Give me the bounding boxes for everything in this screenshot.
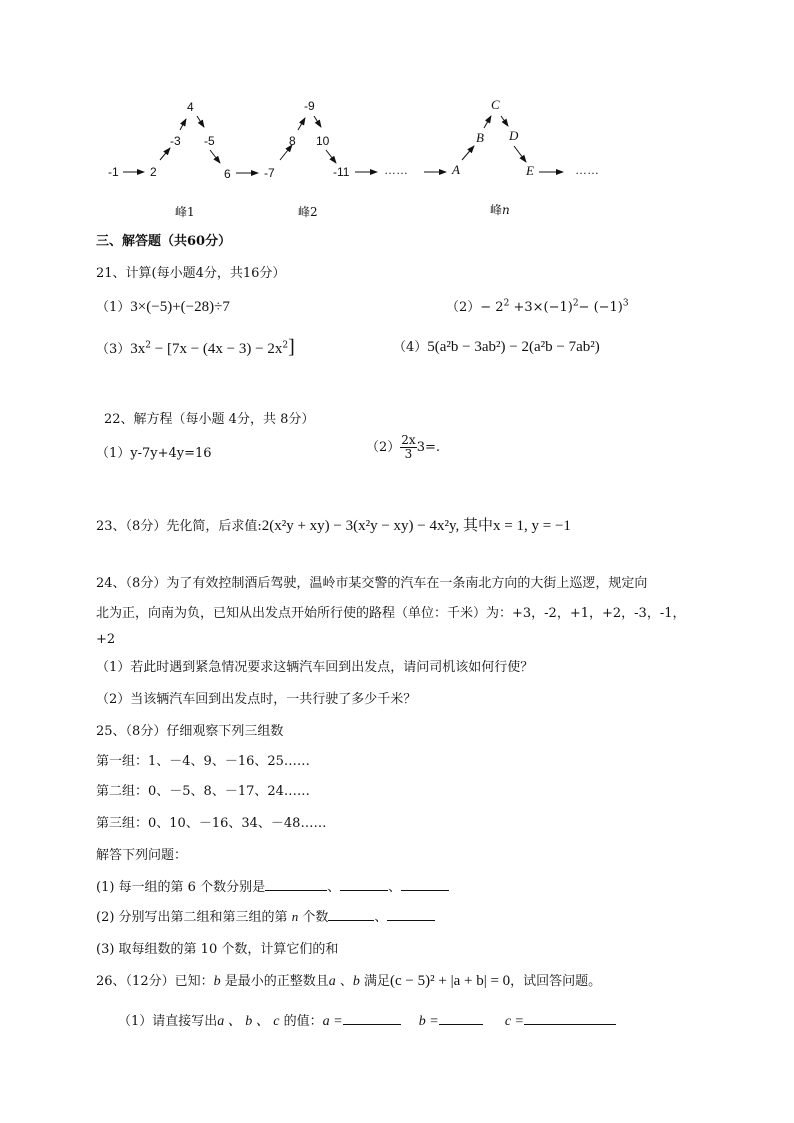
- arrow: [514, 146, 526, 162]
- arrow: [326, 150, 336, 163]
- peak1-left-mid: -3: [170, 134, 181, 148]
- q25-ask: 解答下列问题：: [96, 848, 188, 863]
- answer-blank[interactable]: [265, 878, 327, 891]
- peak2-top: -9: [304, 99, 315, 113]
- peak1-left-low: 2: [150, 165, 157, 179]
- q22-title: 22、解方程（每小题 4分，共 8分）: [104, 412, 315, 427]
- q25-sub2: (2) 分别写出第二组和第三组的第 n 个数 、: [96, 906, 435, 925]
- q24-line2: 北为正，向南为负，已知从出发点开始所行使的路程（单位：千米）为：+3，-2，+1，+2，-3，-1，: [96, 606, 686, 621]
- arrow: [462, 146, 474, 160]
- peak2-right-mid: 10: [316, 134, 330, 148]
- peak2-left-mid: 8: [289, 134, 296, 148]
- arrow: [160, 148, 170, 160]
- q24-sub2: （2）当该辆汽车回到出发点时，一共行驶了多少千米？: [96, 692, 417, 707]
- ellipsis-1: ……: [384, 163, 408, 177]
- arrow: [210, 150, 220, 163]
- q23: 23、（8分）先化简，后求值:2(x²y + xy) − 3(x²y − xy) − 4x²y, 其中x = 1, y = −1: [96, 518, 571, 534]
- q26-title: 26、（12分）已知：b 是最小的正整数且a 、b 满足(c − 5)² + |a + b| = 0，试回答问题。: [96, 973, 602, 989]
- peakn-left-low: A: [452, 162, 460, 177]
- answer-blank[interactable]: [328, 908, 374, 921]
- arrow: [298, 118, 305, 130]
- q25-group2: 第二组：0、－5、8、－17、24……: [96, 784, 310, 799]
- arrow: [501, 116, 508, 126]
- peakn-right-mid: D: [509, 128, 519, 143]
- arrow: [314, 116, 321, 127]
- q25-group1: 第一组：1、－4、9、－16、25……: [96, 754, 310, 769]
- q25-title: 25、（8分）仔细观察下列三组数: [96, 724, 284, 739]
- peakn-right-low: E: [526, 163, 534, 178]
- peakn-left-mid: B: [476, 130, 484, 145]
- peak2-right-low: -11: [333, 165, 350, 179]
- peak2-left-low: -7: [264, 166, 275, 180]
- q25-sub3: (3) 取每组数的第 10 个数，计算它们的和: [96, 942, 339, 957]
- caption-peak2: 峰2: [298, 205, 318, 219]
- caption-peakn: 峰n: [490, 203, 510, 217]
- section-title: 三、解答题（共60分）: [96, 234, 232, 249]
- fraction: $\frac{2x}{3}$: [401, 433, 416, 461]
- q25-group3: 第三组：0、10、－16、34、－48……: [96, 816, 327, 831]
- answer-blank-a[interactable]: [343, 1012, 401, 1025]
- peak1-right-mid: -5: [204, 134, 215, 148]
- q24-line3: +2: [96, 632, 116, 647]
- caption-peak1: 峰1: [175, 205, 195, 219]
- arrow: [180, 119, 186, 130]
- q24-line1: 24、（8分）为了有效控制酒后驾驶，温岭市某交警的汽车在一条南北方向的大街上巡逻，规定向: [96, 576, 648, 591]
- q22-part1: （1）y-7y+4y=16: [96, 446, 212, 461]
- peak1-top: 4: [187, 100, 194, 114]
- q21-part1: （1）3×(−5)+(−28)÷7: [96, 299, 230, 315]
- peak-pattern-diagram: [0, 0, 794, 230]
- answer-blank[interactable]: [401, 878, 449, 891]
- peak1-start: -1: [108, 165, 119, 179]
- q25-sub1: (1) 每一组的第 6 个数分别是 、 、: [96, 876, 449, 895]
- arrow: [197, 116, 204, 127]
- q21-part3: $(3)3x^2 - [7x - (4x - 3) - 2x^2]$: [96, 336, 295, 358]
- answer-blank-b[interactable]: [439, 1012, 483, 1025]
- q21-part2: $(2)- 2^2 +3\times(-1)^2- (-1)^3$: [446, 298, 629, 315]
- peak1-right-low: 6: [224, 167, 231, 181]
- ellipsis-2: ……: [575, 163, 599, 177]
- q22-part2: （2） $\frac{2x}{3}$ 3=.: [366, 433, 440, 461]
- answer-blank-c[interactable]: [524, 1012, 616, 1025]
- answer-blank[interactable]: [340, 878, 388, 891]
- q21-title: 21、计算(每小题4分，共16分）: [96, 266, 286, 281]
- q24-sub1: （1）若此时遇到紧急情况要求这辆汽车回到出发点，请问司机该如何行使？: [96, 660, 534, 675]
- q21-part4: （4）5(a²b − 3ab²) − 2(a²b − 7ab²): [393, 339, 600, 355]
- peakn-top: C: [491, 97, 500, 112]
- answer-blank[interactable]: [387, 908, 435, 921]
- arrow: [484, 116, 491, 128]
- q26-sub1: （1）请直接写出a 、 b 、 c 的值：a = b = c =: [118, 1010, 616, 1030]
